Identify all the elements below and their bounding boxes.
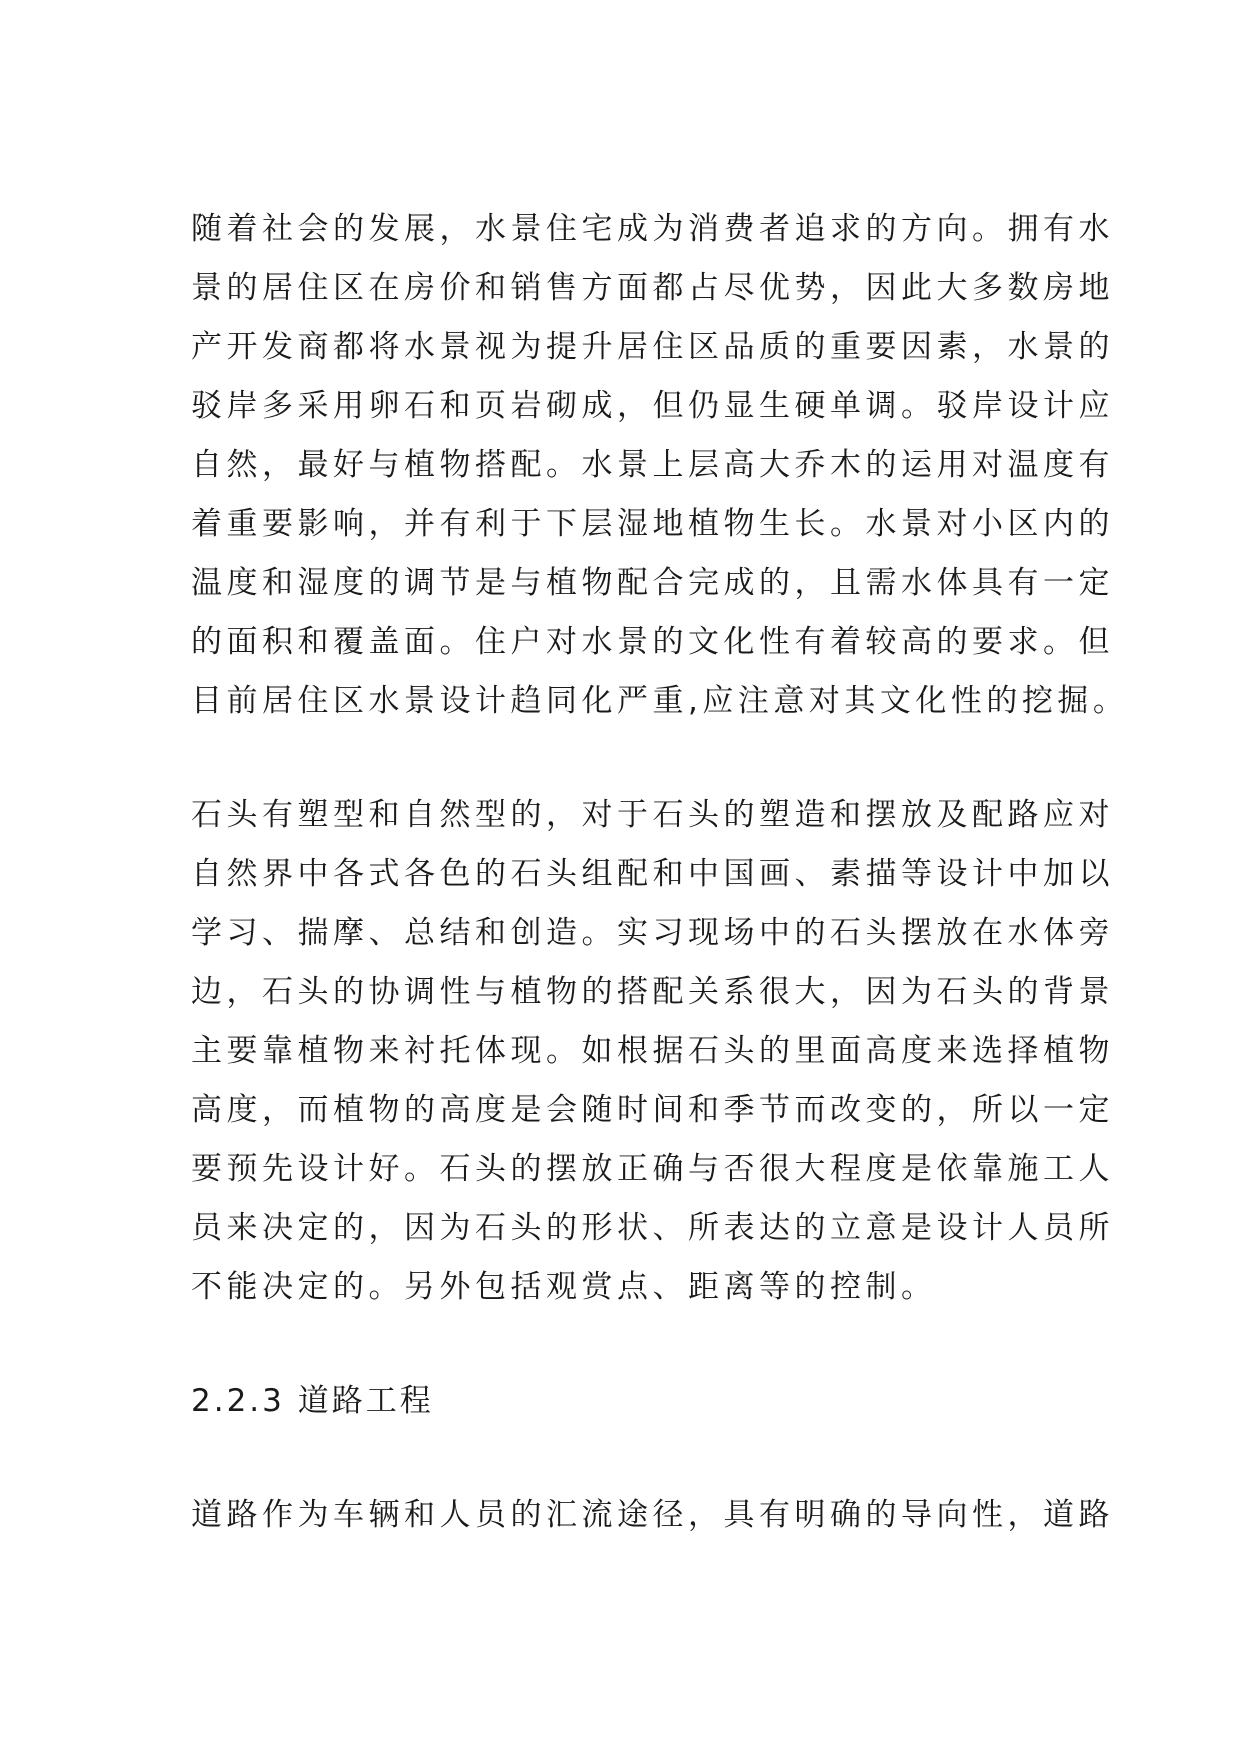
section-heading: 2.2.3 道路工程 bbox=[191, 1383, 434, 1419]
paragraph-spacer bbox=[191, 1431, 1051, 1486]
text-line: 主要靠植物来衬托体现。如根据石头的里面高度来选择植物 bbox=[191, 1033, 1114, 1069]
text-line: 边，石头的协调性与植物的搭配关系很大，因为石头的背景 bbox=[191, 974, 1114, 1010]
paragraph-stones bbox=[191, 786, 1114, 1317]
text-line: 员来决定的，因为石头的形状、所表达的立意是设计人员所 bbox=[191, 1210, 1114, 1246]
text-line: 石头有塑型和自然型的，对于石头的塑造和摆放及配路应对 bbox=[191, 797, 1114, 833]
paragraph-spacer bbox=[191, 1317, 1051, 1372]
text-line: 要预先设计好。石头的摆放正确与否很大程度是依靠施工人 bbox=[191, 1151, 1114, 1187]
text-line: 产开发商都将水景视为提升居住区品质的重要因素，水景的 bbox=[191, 329, 1114, 365]
paragraph-water-landscape bbox=[191, 200, 1129, 731]
text-line: 随着社会的发展，水景住宅成为消费者追求的方向。拥有水 bbox=[191, 211, 1114, 247]
document-body bbox=[191, 200, 1129, 1545]
text-line: 道路作为车辆和人员的汇流途径，具有明确的导向性，道路 bbox=[191, 1497, 1114, 1533]
text-line: 的面积和覆盖面。住户对水景的文化性有着较高的要求。但 bbox=[191, 624, 1114, 660]
text-line: 自然界中各式各色的石头组配和中国画、素描等设计中加以 bbox=[191, 856, 1114, 892]
text-line: 景的居住区在房价和销售方面都占尽优势，因此大多数房地 bbox=[191, 270, 1114, 306]
text-line: 温度和湿度的调节是与植物配合完成的，且需水体具有一定 bbox=[191, 565, 1114, 601]
paragraph-spacer bbox=[191, 731, 1051, 786]
text-line: 着重要影响，并有利于下层湿地植物生长。水景对小区内的 bbox=[191, 506, 1114, 542]
text-line: 学习、揣摩、总结和创造。实习现场中的石头摆放在水体旁 bbox=[191, 915, 1114, 951]
text-line: 目前居住区水景设计趋同化严重,应注意对其文化性的挖掘。 bbox=[191, 683, 1129, 719]
text-line: 高度，而植物的高度是会随时间和季节而改变的，所以一定 bbox=[191, 1092, 1114, 1128]
paragraph-roads bbox=[191, 1486, 1114, 1545]
text-line: 驳岸多采用卵石和页岩砌成，但仍显生硬单调。驳岸设计应 bbox=[191, 388, 1114, 424]
text-line: 自然，最好与植物搭配。水景上层高大乔木的运用对温度有 bbox=[191, 447, 1114, 483]
text-line: 不能决定的。另外包括观赏点、距离等的控制。 bbox=[191, 1269, 937, 1305]
